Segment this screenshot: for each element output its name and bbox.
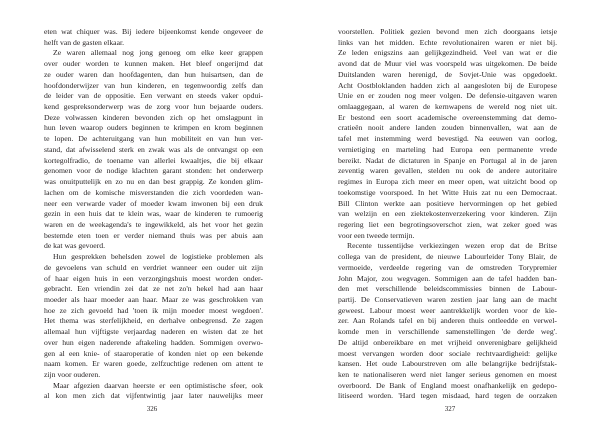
text-line: geweest. Labour moest weer aantrekkelijk worden voor de kie- (338, 305, 557, 315)
text-line: avond dat de Muur viel was voorspeld was uitgekomen. De beide (338, 59, 557, 69)
text-line: bereikt. Nadat de dictaturen in Spanje en Portugal al in de jaren (338, 155, 557, 165)
text-line: te lopen. De achteruitgang van hun mobiliteit en van hun ver- (44, 134, 263, 144)
text-line: gezin in een huis dat te klein was, waar de kinderen te rumoerig (44, 209, 263, 219)
page-number-right: 327 (444, 405, 456, 413)
text-line: over ouder worden te kunnen maken. Het bleef ongerijmd dat (44, 59, 263, 69)
text-line: Acht Oostbloklanden hadden zich al aangesloten bij de Europese (338, 80, 557, 90)
text-line: de kat was gevoerd. (44, 241, 106, 251)
text-line: overboord. De Bank of England moest onafhankelijk en gedepo- (338, 380, 557, 390)
left-page-body (44, 27, 263, 402)
text-line: ken te nationaliseren werd niet langer serieus genomen en moest (338, 370, 557, 379)
text-line: Maar afgezien daarvan heerste er een optimistische sfeer, ook (53, 380, 263, 390)
text-line: was onuitputtelijk en zo nu en dan best grappig. Ze konden glim- (44, 177, 263, 187)
text-line: den met verschillende beleidscommissies binnen de Labour- (338, 284, 557, 294)
text-line: toekomstige voorspoed. In het Witte Huis zat nu een Democraat. (338, 187, 557, 197)
text-line: gen al een knie- of staaroperatie of konden niet op een bekende (44, 348, 263, 358)
text-line: vermoeide, verdeelde regering van de omstreden Torypremier (338, 262, 557, 272)
text-line: kortegolfradio, de toename van allerlei kwaaltjes, die bij elkaar (44, 155, 263, 165)
text-line: hoe ze zich gevoeld had 'toen ik mijn moeder moest wegdoen'. (44, 305, 263, 315)
text-line: Ze leden enigszins aan gelijkgezindheid. Veel van wat er die (338, 48, 557, 58)
right-page (300, 0, 600, 440)
text-line: lachen om de komische misverstanden die zich voordeden wan- (44, 187, 263, 197)
text-line: hun leven waarop ouders beginnen te krimpen en krom beginnen (44, 123, 263, 133)
text-line: stand, dat afwisselend sterk en zwak was als de ontvangst op een (44, 144, 263, 154)
text-line: eten wat chiquer was. Bij iedere bijeenkomst kende ongeveer de (44, 27, 263, 36)
text-line: Unie en er zouden nog meer volgen. De defensie-uitgaven waren (338, 91, 557, 101)
text-line: van welzijn en een ziektekostenverzekering voor kinderen. Zijn (338, 209, 557, 219)
text-line: de leider van de oppositie. Een verwant en steeds vaker opdui- (44, 91, 263, 101)
text-line: neer een verwarde vader of moeder kwam inwonen bij een druk (44, 198, 263, 208)
text-line: litiseerd worden. 'Hard tegen misdaad, hard tegen de oorzaken (338, 391, 557, 401)
text-line: vernietiging en marteling had Europa een permanente vrede (338, 144, 557, 154)
text-line: waren en de weekagenda's te ingewikkeld, als het voor het gezin (44, 219, 263, 229)
text-line: partij. De Conservatieven waren zestien jaar lang aan de macht (338, 294, 557, 304)
text-line: collega van de president, de nieuwe Labourleider Tony Blair, de (338, 252, 557, 262)
text-line: ze ouder waren dan hoofdagenten, dan hun huisartsen, dan de (44, 69, 263, 79)
text-line: komde men in verschillende samenstellingen 'de derde weg'. (338, 327, 557, 337)
text-line: zijn voor ouderen. (44, 370, 101, 379)
text-line: kend gespreksonderwerp was de zorg voor hun bejaarde ouders. (44, 102, 263, 112)
text-line: Er bestond een soort academische overeenstemming dat demo- (338, 112, 557, 122)
text-line: cratieën nooit andere landen zouden binnenvallen, wat aan de (338, 123, 557, 133)
text-line: Duitslanden waren herenigd, de Sovjet-Unie was opgedoekt. (338, 69, 557, 79)
text-line: Hun gesprekken behelsden zowel de logistieke problemen als (53, 252, 263, 262)
text-line: hoofdonderwijzer van hun kinderen, en tegenwoordig zelfs dan (44, 80, 263, 90)
text-line: gebracht. Een vriendin zei dat ze net zo'n hekel had aan haar (44, 284, 263, 294)
text-line: Bill Clinton werkte aan positieve hervormingen op het gebied (338, 198, 557, 208)
right-page-body (338, 27, 557, 402)
text-line: kansen. Het oude Labourstreven om alle belangrijke bedrijfstak- (338, 359, 557, 369)
text-line: genomen voor de nodige klachten garant stonden: het onderwerp (44, 166, 263, 176)
text-line: de gevoelens van schuld en verdriet wanneer een ouder uit zijn (44, 262, 263, 272)
text-line: of haar eigen huis in een verzorgingshuis moest worden onder- (44, 273, 263, 283)
page-number-left: 326 (146, 405, 158, 413)
text-line: Ze waren allemaal nog jong genoeg om elke keer grappen (53, 48, 263, 58)
text-line: Deze volwassen kinderen bevonden zich op het omslagpunt in (44, 112, 263, 122)
text-line: regimes in Europa zich meer en meer open, wat uitzicht bood op (338, 177, 557, 187)
text-line: naam komen. Er waren goede, zelfzuchtige redenen om attent te (44, 359, 263, 369)
text-line: voorstellen. Politiek gezien bevond men zich doorgaans ietsje (338, 27, 557, 36)
text-line: zeventig waren gevallen, stelden nu ook de andere autoritaire (338, 166, 557, 176)
text-line: allemaal hun vijftigste verjaardag naderen en wisten dat ze het (44, 327, 263, 337)
text-line: De altijd onbereikbare en met vrijheid onverenigbare gelijkheid (338, 337, 557, 347)
text-line: helft van de gasten elkaar. (44, 37, 125, 47)
text-line: tafel met instemming werd bevestigd. Na eeuwen van oorlog, (338, 134, 557, 144)
text-line: over hun eigen naderende aftakeling hadden. Sommigen overwo- (44, 337, 263, 347)
text-line: Recente tussentijdse verkiezingen wezen erop dat de Britse (347, 241, 557, 251)
text-line: John Major, zou wegvagen. Sommigen aan de tafel hadden ban- (338, 273, 557, 283)
text-line: links van het midden. Echte revolutionairen waren er niet bij. (338, 37, 557, 47)
text-line: Het thema was sterfelijkheid, en derhalve onbegrensd. Ze zagen (44, 316, 263, 326)
text-line: al kon men zich dat vijfentwintig jaar later nauwelijks meer (44, 391, 263, 401)
text-line: voor een tweede termijn. (338, 230, 415, 240)
text-line: regering liet een begrotingsoverschot zien, wat zeker goed was (338, 219, 557, 229)
text-line: omlaaggegaan, al waren de kernwapens de wereld nog niet uit. (338, 102, 557, 112)
text-line: bestemde eten toen er verder niemand thuis was per abuis aan (44, 230, 263, 240)
text-line: zer. Aan Rolands tafel en bij anderen thuis ontleedde en verwel- (338, 316, 557, 326)
text-line: moest vervangen worden door sociale rechtvaardigheid: gelijke (338, 348, 557, 358)
text-line: moeder als haar moeder aan haar. Maar ze was geschrokken van (44, 294, 263, 304)
